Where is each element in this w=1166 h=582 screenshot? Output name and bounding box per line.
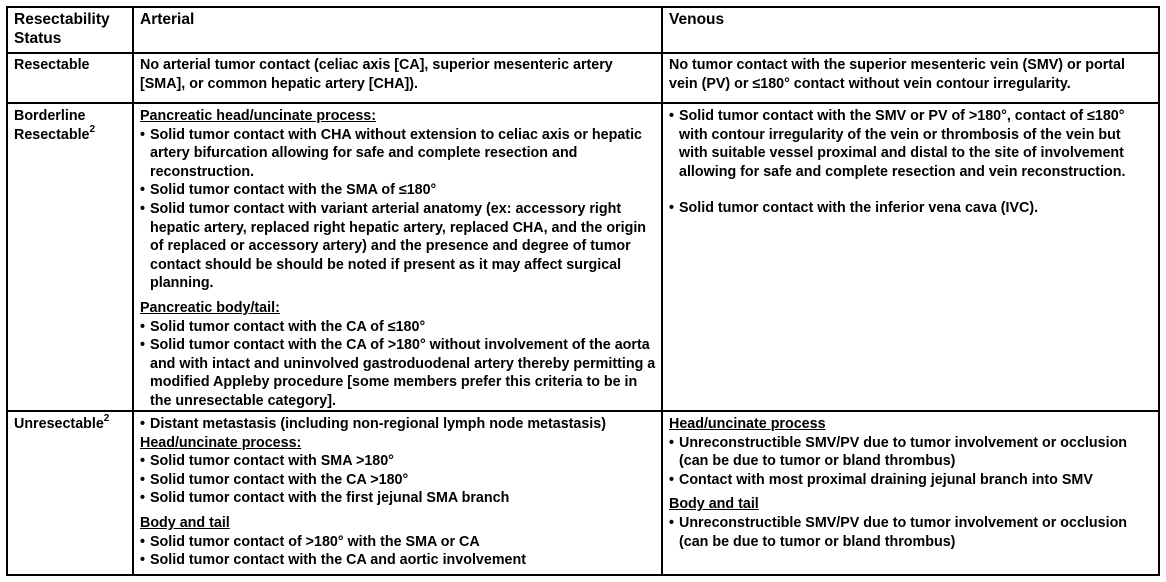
list-item: • Solid tumor contact with the first jejunal SMA branch (140, 489, 658, 508)
header-status: Resectability Status (14, 11, 110, 47)
status-borderline-label: Borderline Resectable (14, 108, 90, 143)
list-item: • Solid tumor contact with the CA and aortic involvement (140, 551, 658, 570)
resectability-table (6, 6, 1160, 576)
column-divider (132, 8, 134, 574)
list-item: • Solid tumor contact with variant arterial anatomy (ex: accessory right hepatic artery, replaced right hepatic artery, replaced CHA, and the origin of replaced or accessory artery) and the presence and degree of tumor contact should be should be noted if present as it may affect surgical planning. (140, 200, 658, 293)
section-title-body-tail: Body and tail (669, 496, 759, 513)
unresectable-venous (669, 415, 1153, 551)
list-item: • Solid tumor contact with the SMA of ≤180° (140, 181, 658, 200)
list-item: • Solid tumor contact with CHA without extension to celiac axis or hepatic artery bifurcation allowing for safe and complete resection and reconstruction. (140, 126, 658, 182)
list-item: • Solid tumor contact with the inferior vena cava (IVC). (669, 199, 1153, 218)
list-item: • Contact with most proximal draining jejunal branch into SMV (669, 471, 1153, 490)
section-title-head-uncinate: Head/uncinate process (669, 416, 826, 432)
footnote-marker: 2 (89, 123, 96, 135)
status-unresectable (14, 415, 130, 434)
footnote-marker: 2 (103, 413, 110, 425)
list-item: • Solid tumor contact with the CA of ≤180° (140, 318, 658, 337)
row-divider (8, 102, 1158, 104)
list-item: • Distant metastasis (including non-regional lymph node metastasis) (140, 415, 658, 434)
row-divider (8, 52, 1158, 54)
section-title-head-uncinate: Pancreatic head/uncinate process: (140, 108, 376, 124)
section-title-body-tail: Body and tail (140, 514, 230, 531)
column-divider (661, 8, 663, 574)
section-title-head-uncinate: Head/uncinate process: (140, 434, 302, 451)
list-item: • Solid tumor contact with the CA of >180° without involvement of the aorta and with intact and uninvolved gastroduodenal artery thereby permitting a modified Appleby procedure [some members prefer this criteria to be in the unresectable category]. (140, 336, 658, 410)
list-item: • Solid tumor contact with SMA >180° (140, 452, 658, 471)
status-resectable: Resectable (14, 57, 90, 73)
resectable-venous: No tumor contact with the superior mesenteric vein (SMV) or portal vein (PV) or ≤180° contact without vein contour irregularity. (669, 57, 1125, 92)
section-title-body-tail: Pancreatic body/tail: (140, 299, 280, 316)
header-venous: Venous (669, 11, 725, 28)
list-item: • Solid tumor contact with the SMV or PV of >180°, contact of ≤180° with contour irregularity of the vein or thrombosis of the vein but with suitable vessel proximal and distal to the site of involvement allowing for safe and complete resection and vein reconstruction. (669, 107, 1153, 181)
status-unresectable-label: Unresectable (14, 416, 104, 432)
list-item: • Unreconstructible SMV/PV due to tumor involvement or occlusion (can be due to tumor or bland thrombus) (669, 434, 1153, 471)
borderline-arterial (140, 107, 658, 411)
list-item: • Solid tumor contact of >180° with the SMA or CA (140, 533, 658, 552)
unresectable-arterial (140, 415, 658, 570)
header-arterial: Arterial (140, 11, 195, 28)
list-item: • Solid tumor contact with the CA >180° (140, 471, 658, 490)
list-item: • Unreconstructible SMV/PV due to tumor involvement or occlusion (can be due to tumor or bland thrombus) (669, 514, 1153, 551)
resectable-arterial: No arterial tumor contact (celiac axis [CA], superior mesenteric artery [SMA], or common hepatic artery [CHA]). (140, 57, 613, 92)
status-borderline (14, 107, 130, 144)
borderline-venous (669, 107, 1153, 218)
